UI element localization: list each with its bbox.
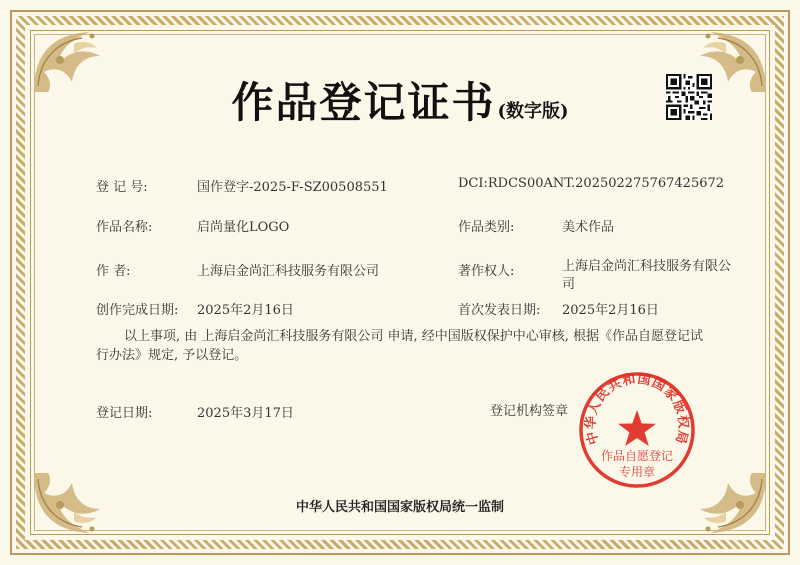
author-value: 上海启金尚汇科技服务有限公司: [197, 264, 380, 279]
official-seal-icon: [577, 370, 697, 490]
issuer-footer: 中华人民共和国国家版权局统一监制: [295, 500, 504, 515]
published-date-value: 2025年2月16日: [562, 303, 659, 318]
work-type-label: 作品类别:: [458, 220, 515, 235]
work-name-label: 作品名称:: [96, 220, 153, 235]
owner-value: 上海启金尚汇科技服务有限公司: [562, 259, 732, 292]
work-name-value: 启尚量化LOGO: [197, 220, 290, 235]
author-label: 作 者:: [96, 264, 131, 279]
reg-date-label: 登记日期:: [96, 406, 153, 421]
seal-ring-text: 中华人民共和国国家版权局: [583, 371, 691, 447]
created-date-value: 2025年2月16日: [197, 303, 294, 318]
owner-label: 著作权人:: [458, 264, 515, 279]
registration-statement: 以上事项, 由 上海启金尚汇科技服务有限公司 申请, 经中国版权保护中心审核, 根据《作品自愿登记试行办法》规定, 予以登记。: [96, 329, 704, 363]
reg-no-value: 国作登字-2025-F-SZ00508551: [197, 180, 388, 195]
dci-value: DCI:RDCS00ANT.202502275767425672: [458, 176, 725, 191]
title-main: 作品登记证书: [231, 78, 496, 127]
created-date-label: 创作完成日期:: [96, 303, 179, 318]
work-type-value: 美术作品: [562, 220, 615, 235]
seal-center-line2: 专用章: [618, 465, 656, 479]
reg-date-value: 2025年3月17日: [197, 406, 294, 421]
seal-center-line1: 作品自愿登记: [600, 449, 674, 463]
seal-label: 登记机构签章: [490, 404, 569, 419]
published-date-label: 首次发表日期:: [458, 303, 541, 318]
qr-code-icon[interactable]: [666, 74, 712, 120]
title-subtitle: (数字版): [497, 101, 569, 122]
reg-no-label: 登 记 号:: [96, 180, 148, 195]
